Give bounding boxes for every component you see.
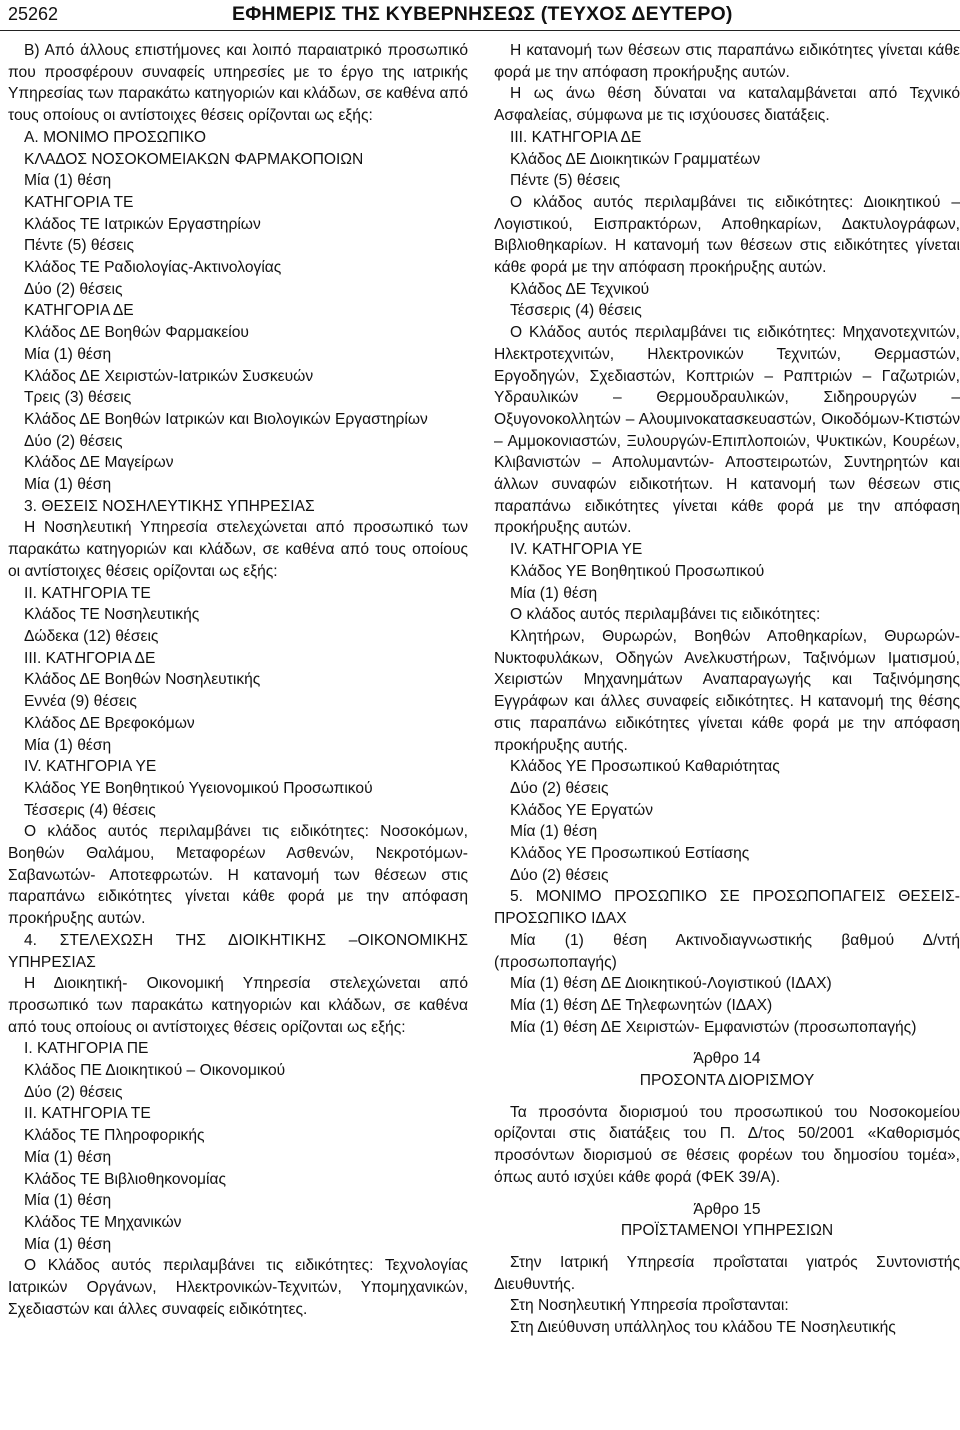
- paragraph: ΙΙΙ. ΚΑΤΗΓΟΡΙΑ ΔΕ: [24, 649, 156, 667]
- page-header: [0, 0, 960, 31]
- paragraph: Η Διοικητική- Οικονομική Υπηρεσία στελεχώνεται από προσωπικό των παρακάτω κατηγοριών και κλάδων, σε καθένα από τους οποίους οι αντίστοιχες θέσεις ορίζονται ως εξής:: [8, 975, 468, 1036]
- paragraph: Δύο (2) θέσεις: [24, 280, 123, 298]
- paragraph: Μία (1) θέση: [510, 823, 598, 841]
- right-column: [494, 40, 960, 1339]
- paragraph: Κλάδος ΔΕ Βοηθών Φαρμακείου: [24, 324, 249, 342]
- paragraph: Μία (1) θέση ΔΕ Χειριστών- Εμφανιστών (προσωποπαγής): [510, 1018, 917, 1036]
- paragraph: Η ως άνω θέση δύναται να καταλαμβάνεται από Τεχνικό Ασφαλείας, σύμφωνα με τις ισχύουσες διατάξεις.: [494, 85, 960, 125]
- paragraph: ΚΑΤΗΓΟΡΙΑ ΤΕ: [24, 193, 134, 211]
- paragraph-spacer: [494, 1092, 960, 1102]
- paragraph: Μία (1) θέση: [24, 1192, 112, 1210]
- paragraph: Β) Από άλλους επιστήμονες και λοιπό παραιατρικό προσωπικό που προσφέρουν συναφείς υπηρεσίες με το έργο της ιατρικής Υπηρεσίας των παρακάτω κατηγοριών και κλάδων, σε καθένα από τους οποίους οι αντίστοιχες θέσεις ορίζονται ως εξής:: [8, 42, 468, 125]
- paragraph: Μία (1) θέση: [510, 584, 598, 602]
- paragraph-spacer: [494, 1038, 960, 1048]
- paragraph: Κλάδος ΔΕ Βρεφοκόμων: [24, 714, 195, 732]
- paragraph: Κλάδος ΤΕ Ραδιολογίας-Ακτινολογίας: [24, 259, 282, 277]
- paragraph: ΙΙΙ. ΚΑΤΗΓΟΡΙΑ ΔΕ: [510, 128, 642, 146]
- paragraph: Δύο (2) θέσεις: [510, 779, 609, 797]
- section-heading: ΠΡΟΪΣΤΑΜΕΝΟΙ ΥΠΗΡΕΣΙΩΝ: [620, 1222, 834, 1240]
- paragraph: Στην Ιατρική Υπηρεσία προΐσταται γιατρός Συντονιστής Διευθυντής.: [494, 1253, 960, 1293]
- paragraph: Κλάδος ΤΕ Πληροφορικής: [24, 1127, 205, 1145]
- paragraph: Μία (1) θέση ΔΕ Διοικητικού-Λογιστικού (ΙΔΑΧ): [510, 975, 832, 993]
- section-heading: Άρθρο 15: [693, 1200, 761, 1218]
- paragraph: Πέντε (5) θέσεις: [24, 237, 135, 255]
- paragraph: Στη Νοσηλευτική Υπηρεσία προΐστανται:: [510, 1297, 789, 1315]
- paragraph: Δύο (2) θέσεις: [24, 1083, 123, 1101]
- paragraph: Ο Κλάδος αυτός περιλαμβάνει τις ειδικότητες: Τεχνολογίας Ιατρικών Οργάνων, Ηλεκτρονικών-Τεχνιτών, Υπομηχανικών, Σχεδιαστών και άλλες συναφείς ειδικότητες.: [8, 1257, 468, 1318]
- page-number: 25262: [8, 4, 59, 24]
- paragraph: Η Νοσηλευτική Υπηρεσία στελεχώνεται από προσωπικό των παρακάτω κατηγοριών και κλάδων, σε καθένα από τους οποίους οι αντίστοιχες θέσεις ορίζονται ως εξής:: [8, 519, 468, 580]
- paragraph: Τέσσερις (4) θέσεις: [510, 302, 642, 320]
- paragraph: Μία (1) θέση: [24, 476, 112, 494]
- paragraph: Μία (1) θέση: [24, 1235, 112, 1253]
- paragraph: Πέντε (5) θέσεις: [510, 172, 621, 190]
- paragraph: 3. ΘΕΣΕΙΣ ΝΟΣΗΛΕΥΤΙΚΗΣ ΥΠΗΡΕΣΙΑΣ: [24, 497, 315, 515]
- journal-title: ΕΦΗΜΕΡΙΣ ΤΗΣ ΚΥΒΕΡΝΗΣΕΩΣ (ΤΕΥΧΟΣ ΔΕΥΤΕΡΟ): [232, 3, 733, 25]
- paragraph: Ο κλάδος αυτός περιλαμβάνει τις ειδικότητες: Διοικητικού – Λογιστικού, Εισπρακτόρων, Αποθηκαρίων, Δακτυλογράφων, Βιβλιοθηκαρίων. Η κατανομή των θέσεων στις ειδικότητες γίνεται κάθε φορά με την απόφαση προκήρυξης αυτών.: [494, 193, 960, 277]
- left-column: [8, 40, 468, 1320]
- paragraph: Κλάδος ΤΕ Μηχανικών: [24, 1213, 182, 1231]
- paragraph: Μία (1) θέση: [24, 172, 112, 190]
- paragraph: Μία (1) θέση: [24, 1148, 112, 1166]
- paragraph: Εννέα (9) θέσεις: [24, 693, 137, 711]
- paragraph: 4. ΣΤΕΛΕΧΩΣΗ ΤΗΣ ΔΙΟΙΚΗΤΙΚΗΣ –ΟΙΚΟΝΟΜΙΚΗΣ ΥΠΗΡΕΣΙΑΣ: [8, 931, 468, 971]
- paragraph: Μία (1) θέση: [24, 736, 112, 754]
- paragraph: Ο κλάδος αυτός περιλαμβάνει τις ειδικότητες: Νοσοκόμων, Βοηθών Θαλάμου, Μεταφορέων Ασθενών, Νεκροτόμων- Σαβανωτών- Αποτεφρωτών. Η κατανομή των θέσεων στις παραπάνω ειδικότητες γίνεται κάθε φορά με την απόφαση προκήρυξης αυτών.: [8, 823, 468, 928]
- paragraph: Κλάδος ΤΕ Ιατρικών Εργαστηρίων: [24, 215, 261, 233]
- paragraph: Κλάδος ΔΕ Χειριστών-Ιατρικών Συσκευών: [24, 367, 314, 385]
- paragraph: Κλάδος ΥΕ Βοηθητικού Υγειονομικού Προσωπικού: [24, 779, 373, 797]
- paragraph: IV. ΚΑΤΗΓΟΡΙΑ ΥΕ: [24, 758, 157, 776]
- paragraph: Κλάδος ΥΕ Προσωπικού Καθαριότητας: [510, 758, 780, 776]
- paragraph: ΚΛΑΔΟΣ ΝΟΣΟΚΟΜΕΙΑΚΩΝ ΦΑΡΜΑΚΟΠΟΙΩΝ: [24, 150, 364, 168]
- paragraph: Κλάδος ΤΕ Νοσηλευτικής: [24, 606, 200, 624]
- paragraph-spacer: [494, 1189, 960, 1199]
- paragraph: Κλάδος ΔΕ Μαγείρων: [24, 454, 174, 472]
- paragraph: Η κατανομή των θέσεων στις παραπάνω ειδικότητες γίνεται κάθε φορά με την απόφαση προκήρυξης αυτών.: [494, 42, 960, 81]
- paragraph: Δύο (2) θέσεις: [24, 432, 123, 450]
- paragraph: Κλάδος ΔΕ Διοικητικών Γραμματέων: [510, 150, 761, 168]
- paragraph: Κλάδος ΠΕ Διοικητικού – Οικονομικού: [24, 1062, 286, 1080]
- paragraph: Κλάδος ΔΕ Τεχνικού: [510, 280, 650, 298]
- paragraph: Τέσσερις (4) θέσεις: [24, 801, 156, 819]
- paragraph: ΙΙ. ΚΑΤΗΓΟΡΙΑ ΤΕ: [24, 1105, 151, 1123]
- section-heading: Άρθρο 14: [693, 1050, 761, 1068]
- paragraph: Δύο (2) θέσεις: [510, 866, 609, 884]
- paragraph: Κλάδος ΔΕ Βοηθών Νοσηλευτικής: [24, 671, 261, 689]
- paragraph: Μία (1) θέση: [24, 345, 112, 363]
- paragraph: Στη Διεύθυνση υπάλληλος του κλάδου ΤΕ Νοσηλευτικής: [510, 1319, 896, 1337]
- paragraph: Μία (1) θέση Ακτινοδιαγνωστικής βαθμού Δ/ντή (προσωποπαγής): [494, 931, 960, 971]
- paragraph: Κλάδος ΥΕ Προσωπικού Εστίασης: [510, 845, 750, 863]
- paragraph: Κλάδος ΤΕ Βιβλιοθηκονομίας: [24, 1170, 226, 1188]
- paragraph: Μία (1) θέση ΔΕ Τηλεφωνητών (ΙΔΑΧ): [510, 996, 773, 1014]
- paragraph: Ο κλάδος αυτός περιλαμβάνει τις ειδικότητες:: [510, 606, 821, 624]
- paragraph: IV. ΚΑΤΗΓΟΡΙΑ ΥΕ: [510, 541, 643, 559]
- paragraph: Ι. ΚΑΤΗΓΟΡΙΑ ΠΕ: [24, 1040, 149, 1058]
- paragraph: Τα προσόντα διορισμού του προσωπικού του Νοσοκομείου ορίζονται στις διατάξεις του Π. Δ/τος 50/2001 «Καθορισμός προσόντων διορισμού σε θέσεις φορέων του δημοσίου τομέα», όπως αυτό ισχύει κάθε φορά (ΦΕΚ 39/Α).: [494, 1103, 960, 1186]
- paragraph: Κλάδος ΔΕ Βοηθών Ιατρικών και Βιολογικών Εργαστηρίων: [24, 410, 428, 428]
- paragraph: ΚΑΤΗΓΟΡΙΑ ΔΕ: [24, 302, 134, 320]
- paragraph: Ο Κλάδος αυτός περιλαμβάνει τις ειδικότητες: Μηχανοτεχνιτών, Ηλεκτροτεχνιτών, Ηλεκτρονικών Τεχνιτών, Θερμαστών, Εργοδηγών, Σχεδιαστών, Κοπτριών – Ραπτριών – Γαζωτριών, Υδραυλικών – Θερμουδραυλικών, Σιδηρουργών – Οξυγονοκολλητών – Αλουμινοκατασκευαστών, Οικοδόμων-Κτιστών – Αμμοκονιαστών, Ξυλουργών-Επιπλοποιών, Ψυκτικών, Κουρέων, Κλιβανιστών – Απολυμαντών- Αποστειρωτών, Συντηρητών και άλλων συναφών ειδικοτήτων. Η κατανομή των θέσεων στις παραπάνω ειδικότητες γίνεται κάθε φορά με την απόφαση προκήρυξης αυτών.: [494, 324, 960, 537]
- paragraph: Κλάδος ΥΕ Βοηθητικού Προσωπικού: [510, 562, 765, 580]
- paragraph: Κλητήρων, Θυρωρών, Βοηθών Αποθηκαρίων, Θυρωρών-Νυκτοφυλάκων, Οδηγών Ανελκυστήρων, Ταξινόμων Ιματισμού, Χειριστών Μηχανημάτων Αναπαραγωγής και Ταξινόμησης Εγγράφων και άλλες συναφείς ειδικότητες. Η κατανομή της θέσης στις παραπάνω ειδικότητες γίνεται κάθε φορά με την απόφαση προκήρυξης αυτής.: [494, 627, 960, 754]
- section-heading: ΠΡΟΣΟΝΤΑ ΔΙΟΡΙΣΜΟΥ: [639, 1072, 815, 1090]
- paragraph: Τρεις (3) θέσεις: [24, 389, 132, 407]
- paragraph: Α. ΜΟΝΙΜΟ ΠΡΟΣΩΠΙΚΟ: [24, 128, 206, 146]
- paragraph-spacer: [494, 1242, 960, 1252]
- paragraph: 5. ΜΟΝΙΜΟ ΠΡΟΣΩΠΙΚΟ ΣΕ ΠΡΟΣΩΠΟΠΑΓΕΙΣ ΘΕΣΕΙΣ-ΠΡΟΣΩΠΙΚΟ ΙΔΑΧ: [494, 888, 960, 928]
- paragraph: ΙΙ. ΚΑΤΗΓΟΡΙΑ ΤΕ: [24, 584, 151, 602]
- paragraph: Κλάδος ΥΕ Εργατών: [510, 801, 654, 819]
- paragraph: Δώδεκα (12) θέσεις: [24, 627, 159, 645]
